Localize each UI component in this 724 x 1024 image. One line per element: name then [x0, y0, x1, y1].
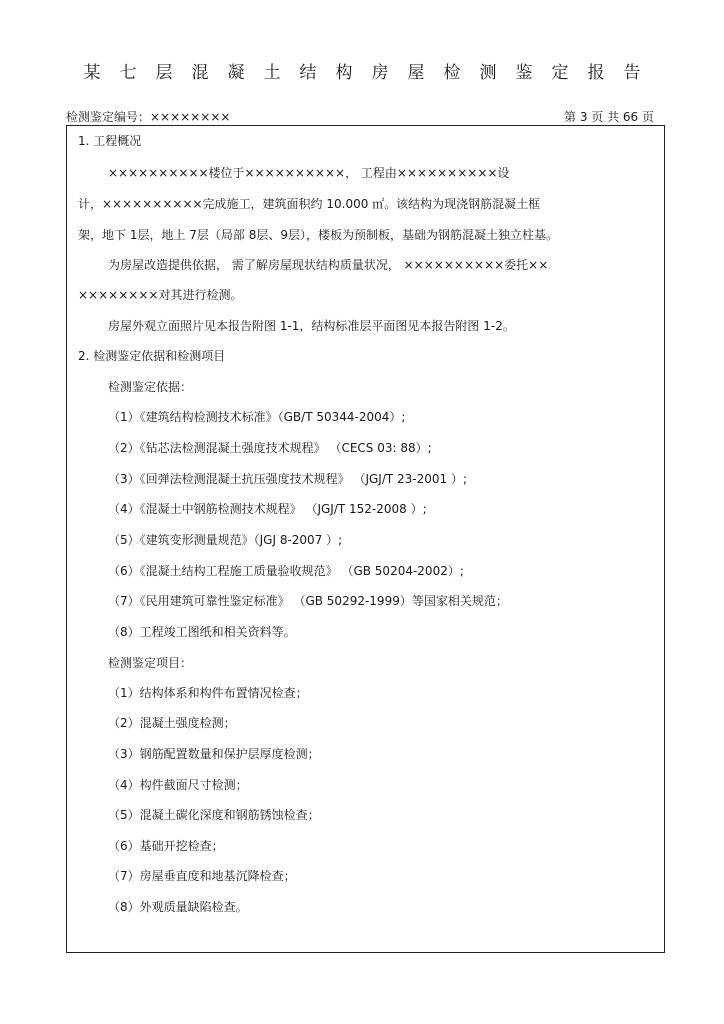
overview-line-3: 架，地下 1层，地上 7层（局部 8层、9层），楼板为预制板，基础为钢筋混凝土独立柱基。: [78, 228, 558, 242]
inspection-item: （8）外观质量缺陷检查。: [108, 900, 248, 914]
inspection-item: （1）结构体系和构件布置情况检查；: [108, 686, 308, 700]
purpose-line-2: ××××××××对其进行检测。: [78, 288, 243, 302]
purpose-line-1: 为房屋改造提供依据， 需了解房屋现状结构质量状况， ××××××××××委托××: [108, 258, 549, 272]
inspection-item: （4）构件截面尺寸检测；: [108, 778, 248, 792]
items-label: 检测鉴定项目：: [108, 656, 193, 670]
report-number: 检测鉴定编号：××××××××: [66, 110, 231, 124]
basis-item: （6）《混凝土结构工程施工质量验收规范》 （GB 50204-2002）;: [108, 564, 464, 578]
inspection-item: （5）混凝土碳化深度和钢筋锈蚀检查；: [108, 808, 320, 822]
basis-item: （1）《建筑结构检测技术标准》（GB/T 50344-2004）;: [108, 410, 406, 424]
section1-heading: 1. 工程概况: [78, 134, 142, 148]
basis-label: 检测鉴定依据：: [108, 380, 193, 394]
inspection-item: （2）混凝土强度检测；: [108, 716, 236, 730]
overview-line-2: 计，××××××××××完成施工，建筑面积约 10.000 ㎡。该结构为现浇钢筋混凝土框: [78, 197, 541, 211]
basis-item: （4）《混凝土中钢筋检测技术规程》 （JGJ/T 152-2008 ）;: [108, 502, 427, 516]
basis-item: （8）工程竣工图纸和相关资料等。: [108, 625, 296, 639]
appendix-line: 房屋外观立面照片见本报告附图 1-1，结构标准层平面图见本报告附图 1-2。: [108, 319, 515, 333]
page-info: 第 3 页 共 66 页: [564, 110, 654, 124]
basis-item: （3）《回弹法检测混凝土抗压强度技术规程》 （JGJ/T 23-2001 ）;: [108, 472, 468, 486]
section2-heading: 2. 检测鉴定依据和检测项目: [78, 349, 226, 363]
basis-item: （5）《建筑变形测量规范》（JGJ 8-2007 ）;: [108, 533, 343, 547]
overview-line-1: ××××××××××楼位于××××××××××， 工程由××××××××××设: [108, 166, 510, 180]
inspection-item: （6）基础开挖检查；: [108, 839, 224, 853]
inspection-item: （7）房屋垂直度和地基沉降检查；: [108, 869, 296, 883]
basis-item: （2）《钻芯法检测混凝土强度技术规程》 （CECS 03: 88）;: [108, 441, 432, 455]
report-title: 某七层混凝土结构房屋检测鉴定报告: [83, 63, 660, 83]
inspection-item: （3）钢筋配置数量和保护层厚度检测；: [108, 747, 320, 761]
basis-item: （7）《民用建筑可靠性鉴定标准》 （GB 50292-1999）等国家相关规范；: [108, 594, 508, 608]
